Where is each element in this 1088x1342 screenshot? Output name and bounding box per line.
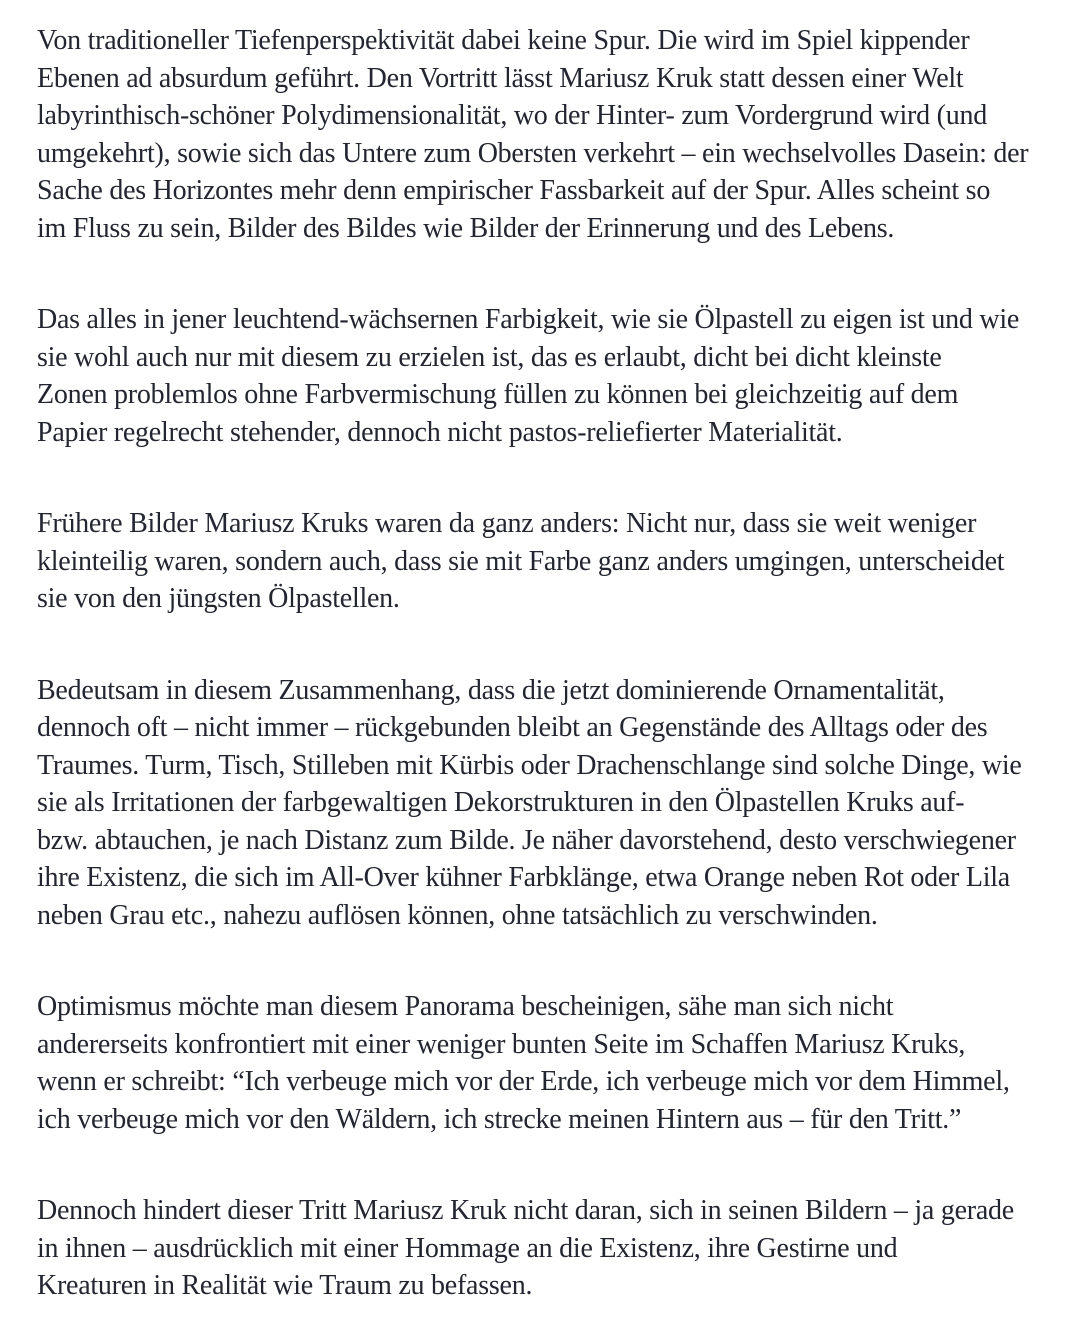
text-line: Von traditioneller Tiefenperspektivität dabei keine Spur. Die wird im Spiel kippender xyxy=(37,25,970,56)
text-line: andererseits konfrontiert mit einer weniger bunten Seite im Schaffen Mariusz Kruks, xyxy=(37,1028,966,1060)
text-line: Dennoch hindert dieser Tritt Mariusz Kruk nicht daran, sich in seinen Bildern – ja gerade xyxy=(37,1195,1014,1226)
text-line: ihre Existenz, die sich im All-Over kühner Farbklänge, etwa Orange neben Rot oder Lila xyxy=(37,862,1010,893)
text-line: labyrinthisch-schöner Polydimensionalität, wo der Hinter- zum Vordergrund wird (und xyxy=(37,100,987,131)
text-line: sie wohl auch nur mit diesem zu erzielen ist, das es erlaubt, dicht bei dicht kleinste xyxy=(37,341,942,373)
text-line: bzw. abtauchen, je nach Distanz zum Bilde. Je näher davorstehend, desto verschwiegener xyxy=(37,824,1016,856)
text-line: Ebenen ad absurdum geführt. Den Vortritt lässt Mariusz Kruk statt dessen einer Welt xyxy=(37,62,964,94)
text-body xyxy=(37,22,1051,1305)
text-line: Zonen problemlos ohne Farbvermischung füllen zu können bei gleichzeitig auf dem xyxy=(37,379,959,410)
paragraph-1 xyxy=(37,22,1051,247)
text-line: im Fluss zu sein, Bilder des Bildes wie Bilder der Erinnerung und des Lebens. xyxy=(37,212,895,244)
paragraph-3 xyxy=(37,505,1051,618)
paragraph-6 xyxy=(37,1192,1051,1305)
text-line: kleinteilig waren, sondern auch, dass sie mit Farbe ganz anders umgingen, unterscheidet xyxy=(37,545,1005,577)
text-line: Das alles in jener leuchtend-wächsernen Farbigkeit, wie sie Ölpastell zu eigen ist und wie xyxy=(37,304,1020,335)
text-line: neben Grau etc., nahezu auflösen können, ohne tatsächlich zu verschwinden. xyxy=(37,899,878,931)
text-line: ich verbeuge mich vor den Wäldern, ich strecke meinen Hintern aus – für den Tritt.” xyxy=(37,1103,962,1135)
text-line: in ihnen – ausdrücklich mit einer Hommage an die Existenz, ihre Gestirne und xyxy=(37,1232,898,1264)
text-line: Sache des Horizontes mehr denn empirischer Fassbarkeit auf der Spur. Alles scheint so xyxy=(37,175,991,206)
text-line: sie von den jüngsten Ölpastellen. xyxy=(37,583,400,614)
text-line: Bedeutsam in diesem Zusammenhang, dass die jetzt dominierende Ornamentalität, xyxy=(37,674,945,706)
text-line: Optimismus möchte man diesem Panorama bescheinigen, sähe man sich nicht xyxy=(37,991,894,1022)
paragraph-5 xyxy=(37,988,1051,1138)
text-line: Frühere Bilder Mariusz Kruks waren da ganz anders: Nicht nur, dass sie weit weniger xyxy=(37,508,977,539)
text-line: Traumes. Turm, Tisch, Stilleben mit Kürbis oder Drachenschlange sind solche Dinge, wie xyxy=(37,749,1022,781)
text-line: wenn er schreibt: “Ich verbeuge mich vor der Erde, ich verbeuge mich vor dem Himmel, xyxy=(37,1066,1010,1097)
text-line: Papier regelrecht stehender, dennoch nicht pastos-reliefierter Materialität. xyxy=(37,416,843,448)
text-line: umgekehrt), sowie sich das Untere zum Obersten verkehrt – ein wechselvolles Dasein: der xyxy=(37,137,1029,169)
paragraph-2 xyxy=(37,301,1051,451)
text-line: sie als Irritationen der farbgewaltigen Dekorstrukturen in den Ölpastellen Kruks auf- xyxy=(37,787,965,818)
paragraph-4 xyxy=(37,672,1051,935)
text-line: dennoch oft – nicht immer – rückgebunden bleibt an Gegenstände des Alltags oder des xyxy=(37,712,988,743)
text-line: Kreaturen in Realität wie Traum zu befassen. xyxy=(37,1270,533,1301)
